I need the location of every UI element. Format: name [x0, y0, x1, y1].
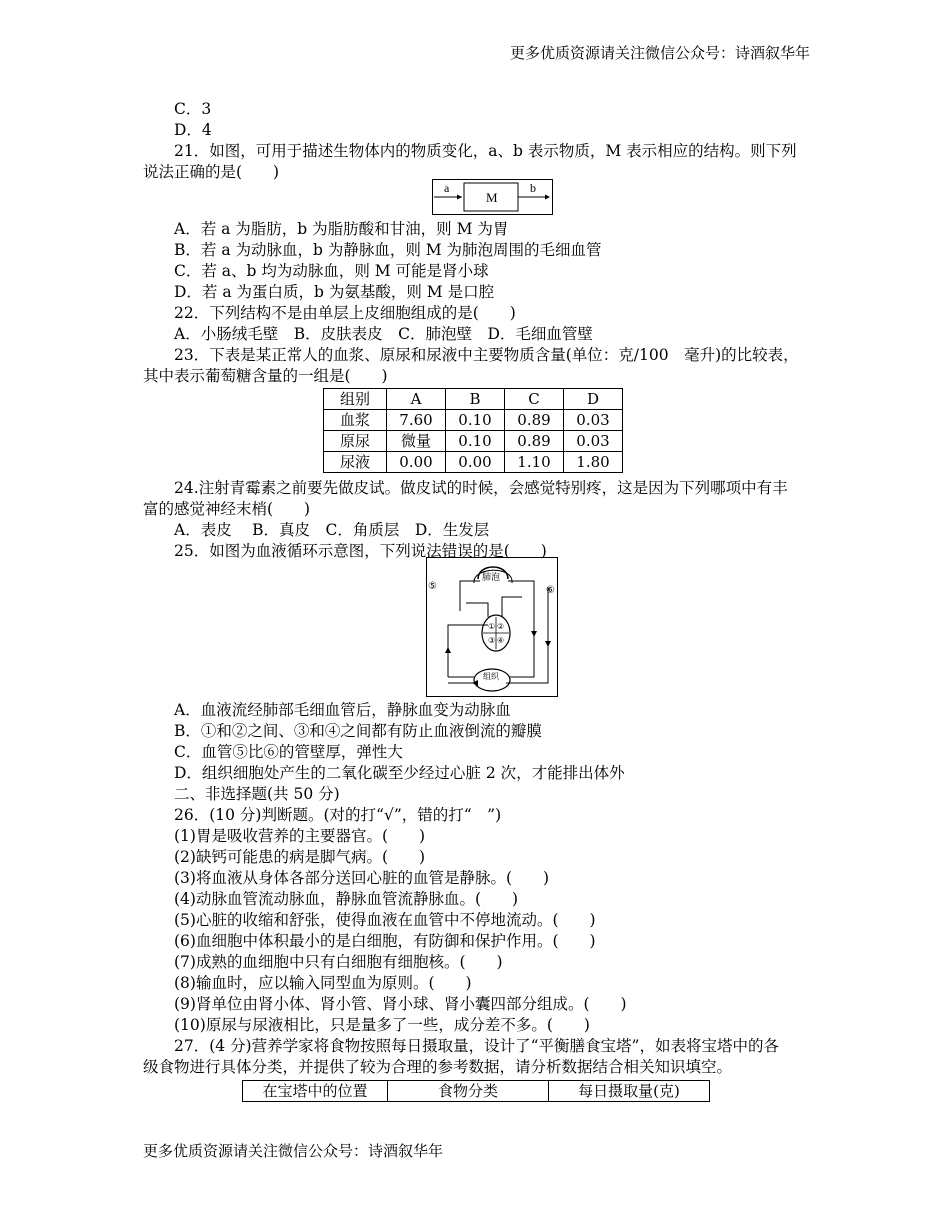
- q25-option-a: A．血液流经肺部毛细血管后，静脉血变为动脉血: [174, 701, 511, 719]
- q23-stem-cont: 其中表示葡萄糖含量的一组是( ): [143, 367, 388, 385]
- table-row: [324, 431, 623, 452]
- table-cell: A: [387, 389, 446, 410]
- q25-option-c: C．血管⑤比⑥的管壁厚，弹性大: [174, 743, 403, 761]
- q27-stem-cont: 级食物进行具体分类，并提供了较为合理的参考数据，请分析数据结合相关知识填空。: [143, 1058, 733, 1076]
- table-cell: 尿液: [324, 452, 387, 473]
- q26-item: (5)心脏的收缩和舒张，使得血液在血管中不停地流动。( ): [174, 911, 596, 929]
- q22-options: A．小肠绒毛壁 B．皮肤表皮 C．肺泡壁 D．毛细血管壁: [174, 325, 593, 343]
- section-heading: 二、非选择题(共 50 分): [174, 785, 340, 803]
- table-cell: 0.03: [564, 410, 623, 431]
- q27-stem: 27．(4 分)营养学家将食物按照每日摄取量，设计了“平衡膳食宝塔”，如表将宝塔中的各: [174, 1037, 779, 1055]
- q26-item: (3)将血液从身体各部分送回心脏的血管是静脉。( ): [174, 869, 550, 887]
- q27-table: [242, 1080, 710, 1102]
- q26-item: (6)血细胞中体积最小的是白细胞，有防御和保护作用。( ): [174, 932, 596, 950]
- q23-stem: 23．下表是某正常人的血浆、原尿和尿液中主要物质含量(单位：克/100 毫升)的比较表，: [174, 346, 799, 364]
- label-4: ④: [497, 636, 505, 645]
- lung-label: 肺泡: [482, 573, 501, 583]
- page-header: 更多优质资源请关注微信公众号：诗酒叙华年: [509, 44, 810, 62]
- table-cell: 1.80: [564, 452, 623, 473]
- table-cell: D: [564, 389, 623, 410]
- q26-item: (9)肾单位由肾小体、肾小管、肾小球、肾小囊四部分组成。( ): [174, 995, 627, 1013]
- page-footer: 更多优质资源请关注微信公众号：诗酒叙华年: [143, 1142, 444, 1160]
- q22-stem: 22．下列结构不是由单层上皮细胞组成的是( ): [174, 304, 516, 322]
- q21-option-c: C．若 a、b 均为动脉血，则 M 可能是肾小球: [174, 262, 489, 280]
- table-cell: C: [505, 389, 564, 410]
- table-cell: 0.89: [505, 410, 564, 431]
- q21-option-a: A．若 a 为脂肪，b 为脂肪酸和甘油，则 M 为胃: [174, 220, 509, 238]
- q26-item: (2)缺钙可能患的病是脚气病。( ): [174, 848, 426, 866]
- q23-table: [323, 388, 623, 473]
- table-cell: 7.60: [387, 410, 446, 431]
- table-cell: 1.10: [505, 452, 564, 473]
- q21-stem-cont: 说法正确的是( ): [143, 163, 280, 181]
- table-cell: 0.10: [446, 410, 505, 431]
- table-cell: 血浆: [324, 410, 387, 431]
- q26-item: (7)成熟的血细胞中只有白细胞有细胞核。( ): [174, 953, 503, 971]
- diagram-label-m: M: [486, 190, 498, 205]
- table-header-row: [324, 389, 623, 410]
- table-cell: 食物分类: [388, 1081, 549, 1102]
- table-cell: 0.03: [564, 431, 623, 452]
- label-2: ②: [497, 622, 505, 631]
- q25-option-b: B．①和②之间、③和④之间都有防止血液倒流的瓣膜: [174, 722, 542, 740]
- q25-circulation-diagram: [426, 557, 558, 697]
- tissue-label: 组织: [483, 672, 499, 681]
- q26-item: (4)动脉血管流动脉血，静脉血管流静脉血。( ): [174, 890, 519, 908]
- q24-options: A．表皮 B．真皮 C．角质层 D．生发层: [174, 521, 490, 539]
- table-cell: 微量: [387, 431, 446, 452]
- q24-stem: 24.注射青霉素之前要先做皮试。做皮试的时候，会感觉特别疼，这是因为下列哪项中有丰: [174, 479, 788, 497]
- q21-option-b: B．若 a 为动脉血，b 为静脉血，则 M 为肺泡周围的毛细血管: [174, 241, 602, 259]
- label-5: ⑤: [428, 581, 437, 592]
- option-d-20: D．4: [174, 121, 212, 139]
- table-header-row: [243, 1081, 710, 1102]
- q25-option-d: D．组织细胞处产生的二氧化碳至少经过心脏 2 次，才能排出体外: [174, 764, 625, 782]
- q26-stem: 26．(10 分)判断题。(对的打“√”，错的打“ ”): [174, 806, 502, 824]
- q26-item: (10)原尿与尿液相比，只是量多了一些，成分差不多。( ): [174, 1016, 590, 1034]
- table-cell: 每日摄取量(克): [549, 1081, 710, 1102]
- table-cell: 组别: [324, 389, 387, 410]
- label-1: ①: [488, 622, 496, 631]
- table-cell: B: [446, 389, 505, 410]
- diagram-label-b: b: [530, 181, 536, 195]
- label-6: ⑥: [546, 585, 555, 596]
- q25-stem: 25．如图为血液循环示意图，下列说法错误的是( ): [174, 542, 547, 560]
- table-cell: 0.00: [387, 452, 446, 473]
- table-cell: 原尿: [324, 431, 387, 452]
- table-row: [324, 452, 623, 473]
- label-3: ③: [488, 636, 496, 645]
- diagram-label-a: a: [444, 181, 450, 195]
- table-cell: 在宝塔中的位置: [243, 1081, 388, 1102]
- table-cell: 0.00: [446, 452, 505, 473]
- table-cell: 0.89: [505, 431, 564, 452]
- option-c-20: C．3: [174, 100, 212, 118]
- q26-item: (1)胃是吸收营养的主要器官。( ): [174, 827, 426, 845]
- table-row: [324, 410, 623, 431]
- q21-diagram: [432, 179, 553, 215]
- q21-option-d: D．若 a 为蛋白质，b 为氨基酸，则 M 是口腔: [174, 283, 495, 301]
- q26-item: (8)输血时，应以输入同型血为原则。( ): [174, 974, 472, 992]
- q24-stem-cont: 富的感觉神经末梢( ): [143, 500, 311, 518]
- table-cell: 0.10: [446, 431, 505, 452]
- q21-stem: 21．如图，可用于描述生物体内的物质变化，a、b 表示物质，M 表示相应的结构。则下列: [174, 142, 797, 160]
